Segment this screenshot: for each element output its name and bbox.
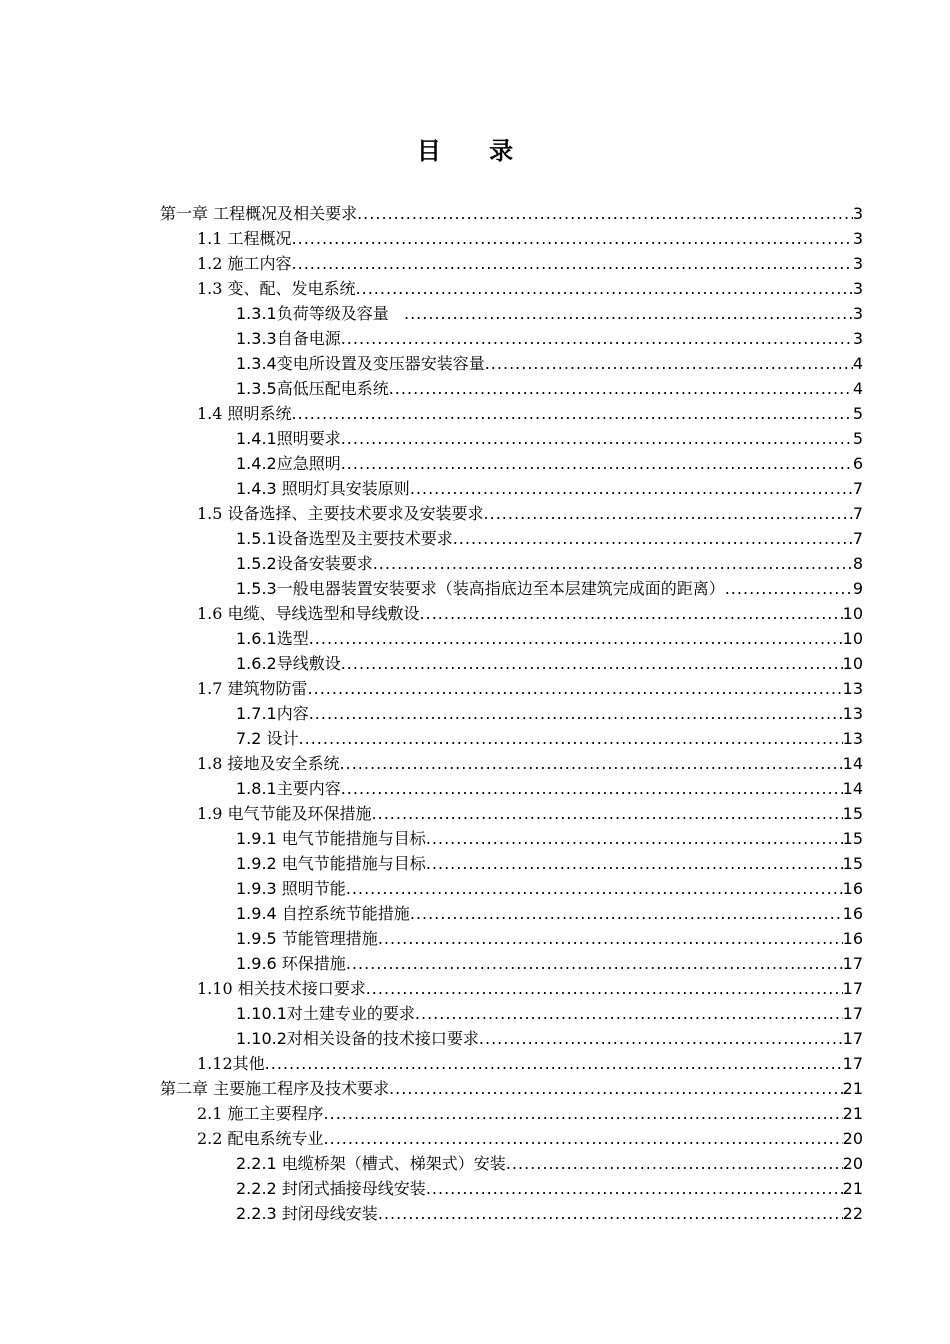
toc-page-number: 21 [842, 1079, 863, 1098]
toc-page-number: 4 [852, 354, 863, 373]
leader-dots [324, 1129, 843, 1149]
leader-dots [415, 1004, 843, 1024]
leader-dots [506, 1154, 843, 1174]
toc-page-number: 15 [842, 829, 863, 848]
toc-page-number: 10 [842, 629, 863, 648]
toc-entry[interactable]: 1.8 接地及安全系统 ..... 14 [197, 750, 863, 774]
leader-dots [378, 1204, 843, 1224]
toc-entry[interactable]: 1.4.3 照明灯具安装原则 ..... 7 [236, 475, 863, 499]
toc-page-number: 13 [842, 729, 863, 748]
toc-page-number: 3 [852, 329, 863, 348]
leader-dots [341, 779, 843, 799]
toc-page-number: 20 [842, 1129, 863, 1148]
leader-dots [373, 554, 853, 574]
toc-page-number: 16 [842, 904, 863, 923]
toc-page-number: 15 [842, 804, 863, 823]
leader-dots [485, 354, 853, 374]
toc-entry[interactable]: 1.5.2设备安装要求 ..... 8 [236, 550, 863, 574]
leader-dots [453, 529, 853, 549]
leader-dots [426, 829, 843, 849]
toc-entry[interactable]: 2.2 配电系统专业 ..... 20 [197, 1125, 863, 1149]
toc-entry[interactable]: 1.5 设备选择、主要技术要求及安装要求 ..... 7 [197, 500, 863, 524]
leader-dots [346, 879, 843, 899]
toc-page-number: 5 [852, 429, 863, 448]
leader-dots [292, 254, 853, 274]
toc-page-number: 17 [842, 1054, 863, 1073]
leader-dots [410, 479, 853, 499]
toc-entry[interactable]: 1.9.6 环保措施 ..... 17 [236, 950, 863, 974]
toc-page-number: 21 [842, 1104, 863, 1123]
leader-dots [299, 729, 843, 749]
toc-page-number: 17 [842, 979, 863, 998]
toc-entry[interactable]: 2.2.2 封闭式插接母线安装 ..... 21 [236, 1175, 863, 1199]
toc-page-number: 3 [852, 279, 863, 298]
toc-entry[interactable]: 2.1 施工主要程序 ..... 21 [197, 1100, 863, 1124]
toc-page-number: 22 [842, 1204, 863, 1223]
toc-entry[interactable]: 1.1 工程概况 ..... 3 [197, 225, 863, 249]
toc-entry[interactable]: 1.3.4变电所设置及变压器安装容量 ..... 4 [236, 350, 863, 374]
leader-dots [309, 629, 843, 649]
toc-entry[interactable]: 1.8.1主要内容 ..... 14 [236, 775, 863, 799]
toc-entry[interactable]: 1.6.2导线敷设 ..... 10 [236, 650, 863, 674]
toc-entry[interactable]: 1.10.1对土建专业的要求 ..... 17 [236, 1000, 863, 1024]
toc-page-number: 4 [852, 379, 863, 398]
toc-page-number: 15 [842, 854, 863, 873]
toc-page-number: 10 [842, 604, 863, 623]
toc-page-number: 5 [852, 404, 863, 423]
toc-page-number: 17 [842, 954, 863, 973]
toc-entry[interactable]: 1.4.2应急照明 ..... 6 [236, 450, 863, 474]
toc-page-number: 17 [842, 1004, 863, 1023]
toc-entry[interactable]: 1.7 建筑物防雷 ..... 13 [197, 675, 863, 699]
leader-dots [309, 704, 843, 724]
toc-entry[interactable]: 1.4 照明系统 ..... 5 [197, 400, 863, 424]
leader-dots [426, 854, 843, 874]
toc-entry[interactable]: 1.9.1 电气节能措施与目标 ..... 15 [236, 825, 863, 849]
toc-page-number: 10 [842, 654, 863, 673]
leader-dots [426, 1179, 843, 1199]
toc-entry[interactable]: 1.3.1负荷等级及容量 ..... 3 [236, 300, 863, 324]
toc-entry[interactable]: 1.9.5 节能管理措施 ..... 16 [236, 925, 863, 949]
toc-entry[interactable]: 7.2 设计 ..... 13 [236, 725, 863, 749]
toc-entry[interactable]: 1.3 变、配、发电系统 ..... 3 [197, 275, 863, 299]
leader-dots [479, 1029, 843, 1049]
toc-entry[interactable]: 1.3.3自备电源 ..... 3 [236, 325, 863, 349]
toc-page-number: 14 [842, 779, 863, 798]
toc-page-number: 14 [842, 754, 863, 773]
leader-dots [410, 904, 843, 924]
leader-dots [341, 429, 853, 449]
leader-dots [265, 1054, 843, 1074]
toc-entry[interactable]: 1.5.1设备选型及主要技术要求 ..... 7 [236, 525, 863, 549]
toc-page-number: 21 [842, 1179, 863, 1198]
toc-entry[interactable]: 1.10 相关技术接口要求 ..... 17 [197, 975, 863, 999]
toc-page-number: 16 [842, 879, 863, 898]
toc-page-number: 17 [842, 1029, 863, 1048]
toc-entry[interactable]: 1.9.4 自控系统节能措施 ..... 16 [236, 900, 863, 924]
leader-dots [341, 454, 853, 474]
leader-dots [292, 404, 853, 424]
page-title: 目 录 [416, 136, 534, 165]
toc-entry[interactable]: 1.6 电缆、导线选型和导线敷设 ..... 10 [197, 600, 863, 624]
toc-page-number: 7 [852, 529, 863, 548]
toc-entry[interactable]: 2.2.1 电缆桥架（槽式、梯架式）安装 ..... 20 [236, 1150, 863, 1174]
leader-dots [292, 229, 853, 249]
leader-dots [308, 679, 843, 699]
leader-dots [389, 379, 853, 399]
leader-dots [340, 754, 843, 774]
toc-page-number: 9 [852, 579, 863, 598]
leader-dots [324, 1104, 843, 1124]
toc-entry-chapter-1[interactable]: 第一章 工程概况及相关要求 ..... 3 [160, 200, 863, 224]
toc-page-number: 6 [852, 454, 863, 473]
toc-entry[interactable]: 1.10.2对相关设备的技术接口要求 ..... 17 [236, 1025, 863, 1049]
toc-page-number: 13 [842, 704, 863, 723]
toc-page-number: 13 [842, 679, 863, 698]
leader-dots [404, 304, 853, 324]
toc-entry-chapter-2[interactable]: 第二章 主要施工程序及技术要求 ..... 21 [160, 1075, 863, 1099]
toc-entry[interactable]: 1.5.3一般电器装置安装要求（装高指底边至本层建筑完成面的距离） ..... 9 [236, 575, 863, 599]
toc-page-number: 3 [852, 229, 863, 248]
toc-entry[interactable]: 1.4.1照明要求 ..... 5 [236, 425, 863, 449]
leader-dots [357, 204, 853, 224]
leader-dots [341, 329, 853, 349]
toc-entry[interactable]: 1.9.2 电气节能措施与目标 ..... 15 [236, 850, 863, 874]
toc-page-number: 3 [852, 254, 863, 273]
toc-page-number: 3 [852, 204, 863, 223]
leader-dots [725, 579, 853, 599]
toc-entry[interactable]: 1.12其他 ..... 17 [197, 1050, 863, 1074]
toc-entry[interactable]: 2.2.3 封闭母线安装 ..... 22 [236, 1200, 863, 1224]
toc-page-number: 20 [842, 1154, 863, 1173]
leader-dots [484, 504, 853, 524]
toc-page-number: 7 [852, 479, 863, 498]
toc-entry[interactable]: 1.6.1选型 ..... 10 [236, 625, 863, 649]
toc-page-number: 7 [852, 504, 863, 523]
leader-dots [356, 279, 853, 299]
toc-entry[interactable]: 1.9 电气节能及环保措施 ..... 15 [197, 800, 863, 824]
toc-entry[interactable]: 1.2 施工内容 ..... 3 [197, 250, 863, 274]
leader-dots [420, 604, 843, 624]
leader-dots [341, 654, 843, 674]
leader-dots [389, 1079, 843, 1099]
toc-page-number: 16 [842, 929, 863, 948]
leader-dots [346, 954, 843, 974]
toc-entry[interactable]: 1.3.5高低压配电系统 ..... 4 [236, 375, 863, 399]
toc-entry[interactable]: 1.9.3 照明节能 ..... 16 [236, 875, 863, 899]
leader-dots [366, 979, 843, 999]
toc-page-number: 8 [852, 554, 863, 573]
leader-dots [372, 804, 843, 824]
toc-entry[interactable]: 1.7.1内容 ..... 13 [236, 700, 863, 724]
toc-page-number: 3 [852, 304, 863, 323]
leader-dots [378, 929, 843, 949]
